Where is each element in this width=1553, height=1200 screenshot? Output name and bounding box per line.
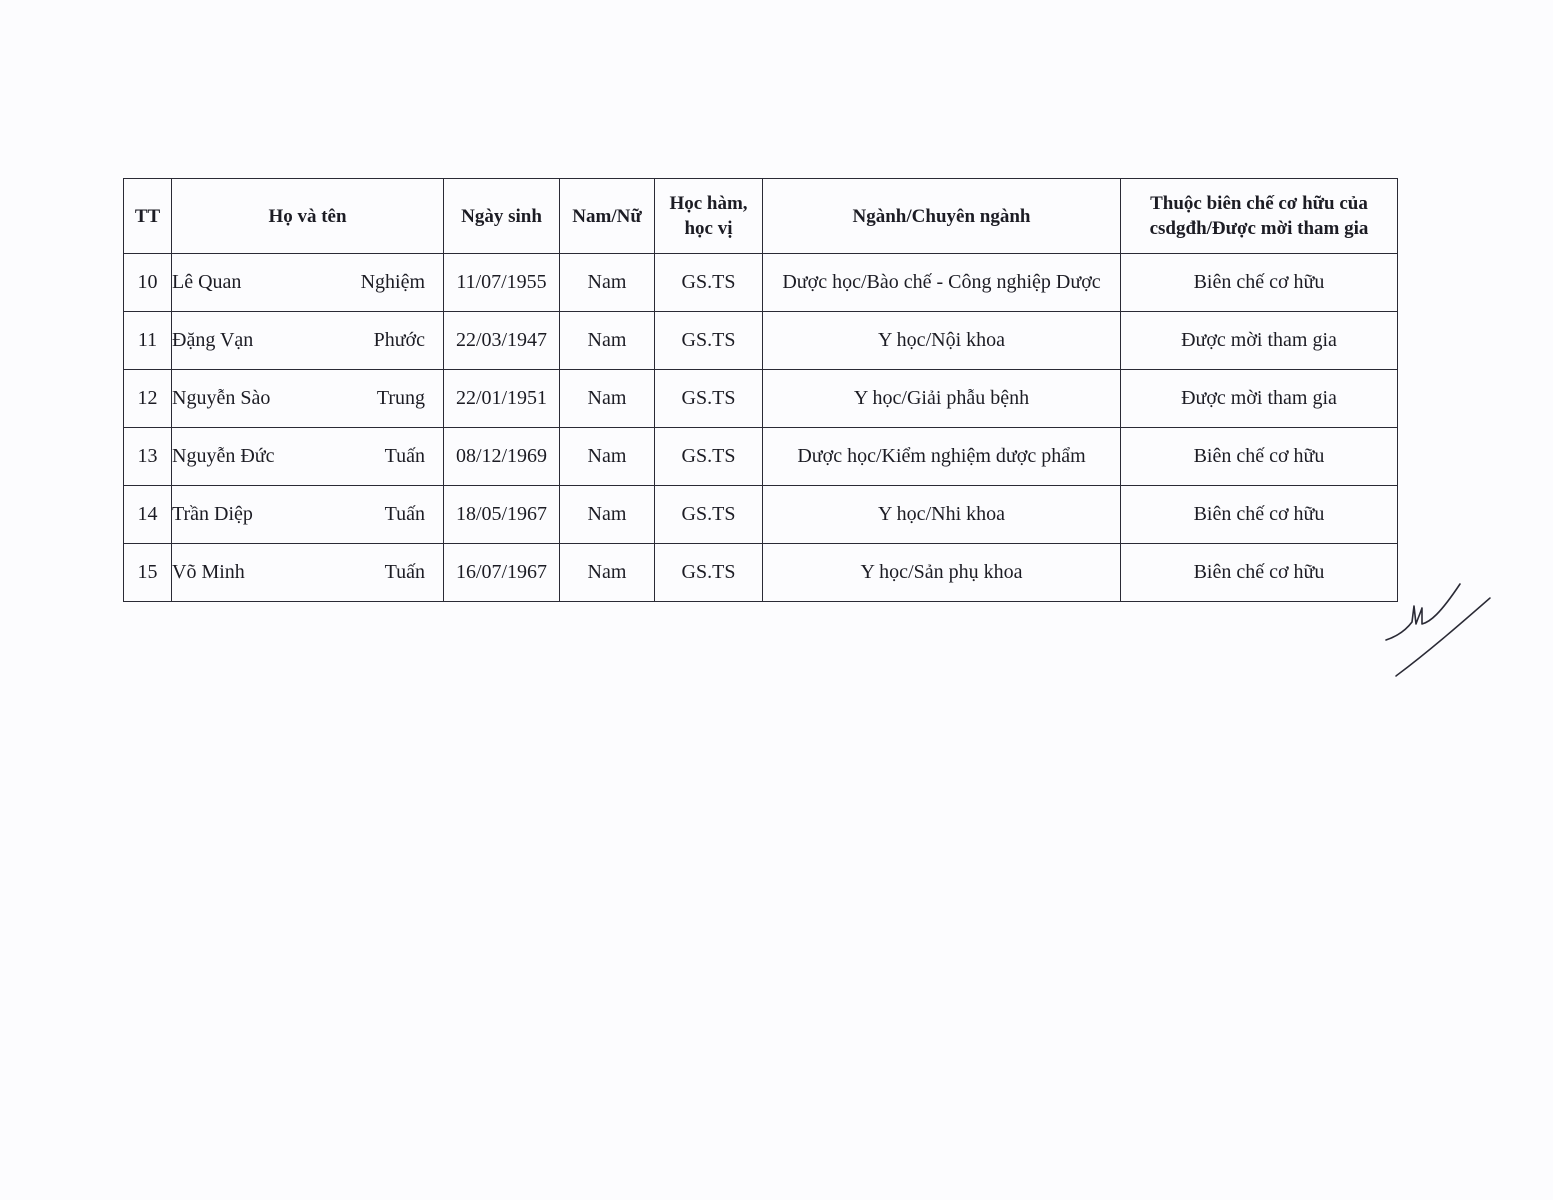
cell-tt: 11 bbox=[124, 312, 172, 370]
cell-degree: GS.TS bbox=[655, 428, 763, 486]
cell-sex: Nam bbox=[560, 486, 655, 544]
cell-status: Biên chế cơ hữu bbox=[1121, 428, 1398, 486]
cell-surname: Đặng Vạn bbox=[172, 329, 254, 351]
cell-sex: Nam bbox=[560, 254, 655, 312]
table-header-row bbox=[124, 179, 1398, 254]
cell-status: Biên chế cơ hữu bbox=[1121, 486, 1398, 544]
header-dob: Ngày sinh bbox=[444, 179, 560, 254]
cell-dob: 16/07/1967 bbox=[444, 544, 560, 602]
cell-surname: Trần Diệp bbox=[172, 503, 253, 525]
cell-tt: 10 bbox=[124, 254, 172, 312]
cell-status: Biên chế cơ hữu bbox=[1121, 254, 1398, 312]
cell-name bbox=[172, 370, 444, 428]
table-row bbox=[124, 486, 1398, 544]
cell-name bbox=[172, 254, 444, 312]
header-field: Ngành/Chuyên ngành bbox=[763, 179, 1121, 254]
cell-field: Dược học/Bào chế - Công nghiệp Dược bbox=[763, 254, 1121, 312]
table-row bbox=[124, 254, 1398, 312]
header-status-line1: Thuộc biên chế cơ hữu của bbox=[1150, 193, 1368, 214]
cell-status: Biên chế cơ hữu bbox=[1121, 544, 1398, 602]
header-degree-line2: học vị bbox=[684, 218, 733, 239]
cell-tt: 13 bbox=[124, 428, 172, 486]
cell-name bbox=[172, 486, 444, 544]
cell-sex: Nam bbox=[560, 370, 655, 428]
cell-status: Được mời tham gia bbox=[1121, 312, 1398, 370]
cell-tt: 15 bbox=[124, 544, 172, 602]
cell-status: Được mời tham gia bbox=[1121, 370, 1398, 428]
header-sex: Nam/Nữ bbox=[560, 179, 655, 254]
cell-given-name: Trung bbox=[376, 387, 425, 409]
header-name: Họ và tên bbox=[172, 179, 444, 254]
cell-given-name: Phước bbox=[373, 329, 425, 351]
header-degree-line1: Học hàm, bbox=[669, 193, 748, 214]
cell-given-name: Tuấn bbox=[384, 445, 425, 467]
cell-sex: Nam bbox=[560, 312, 655, 370]
cell-dob: 08/12/1969 bbox=[444, 428, 560, 486]
table-row bbox=[124, 544, 1398, 602]
cell-degree: GS.TS bbox=[655, 312, 763, 370]
cell-surname: Nguyễn Đức bbox=[172, 445, 275, 467]
cell-given-name: Tuấn bbox=[384, 561, 425, 583]
cell-given-name: Nghiệm bbox=[360, 271, 425, 293]
cell-degree: GS.TS bbox=[655, 370, 763, 428]
table-row bbox=[124, 428, 1398, 486]
cell-field: Y học/Nhi khoa bbox=[763, 486, 1121, 544]
cell-sex: Nam bbox=[560, 544, 655, 602]
table-body bbox=[124, 254, 1398, 602]
cell-dob: 11/07/1955 bbox=[444, 254, 560, 312]
cell-surname: Nguyễn Sào bbox=[172, 387, 271, 409]
cell-surname: Võ Minh bbox=[172, 561, 245, 583]
cell-name bbox=[172, 544, 444, 602]
cell-dob: 22/03/1947 bbox=[444, 312, 560, 370]
cell-dob: 22/01/1951 bbox=[444, 370, 560, 428]
table-row bbox=[124, 370, 1398, 428]
cell-surname: Lê Quan bbox=[172, 271, 242, 293]
cell-field: Dược học/Kiểm nghiệm dược phẩm bbox=[763, 428, 1121, 486]
cell-dob: 18/05/1967 bbox=[444, 486, 560, 544]
cell-tt: 14 bbox=[124, 486, 172, 544]
member-table bbox=[123, 178, 1398, 602]
table-row bbox=[124, 312, 1398, 370]
cell-degree: GS.TS bbox=[655, 544, 763, 602]
header-degree bbox=[655, 179, 763, 254]
header-status-line2: csdgđh/Được mời tham gia bbox=[1149, 218, 1369, 239]
cell-field: Y học/Sản phụ khoa bbox=[763, 544, 1121, 602]
cell-field: Y học/Giải phẫu bệnh bbox=[763, 370, 1121, 428]
header-status bbox=[1121, 179, 1398, 254]
cell-degree: GS.TS bbox=[655, 486, 763, 544]
cell-tt: 12 bbox=[124, 370, 172, 428]
cell-sex: Nam bbox=[560, 428, 655, 486]
cell-given-name: Tuấn bbox=[384, 503, 425, 525]
header-tt: TT bbox=[124, 179, 172, 254]
cell-name bbox=[172, 428, 444, 486]
cell-name bbox=[172, 312, 444, 370]
initials-signature bbox=[1378, 578, 1498, 682]
cell-field: Y học/Nội khoa bbox=[763, 312, 1121, 370]
cell-degree: GS.TS bbox=[655, 254, 763, 312]
